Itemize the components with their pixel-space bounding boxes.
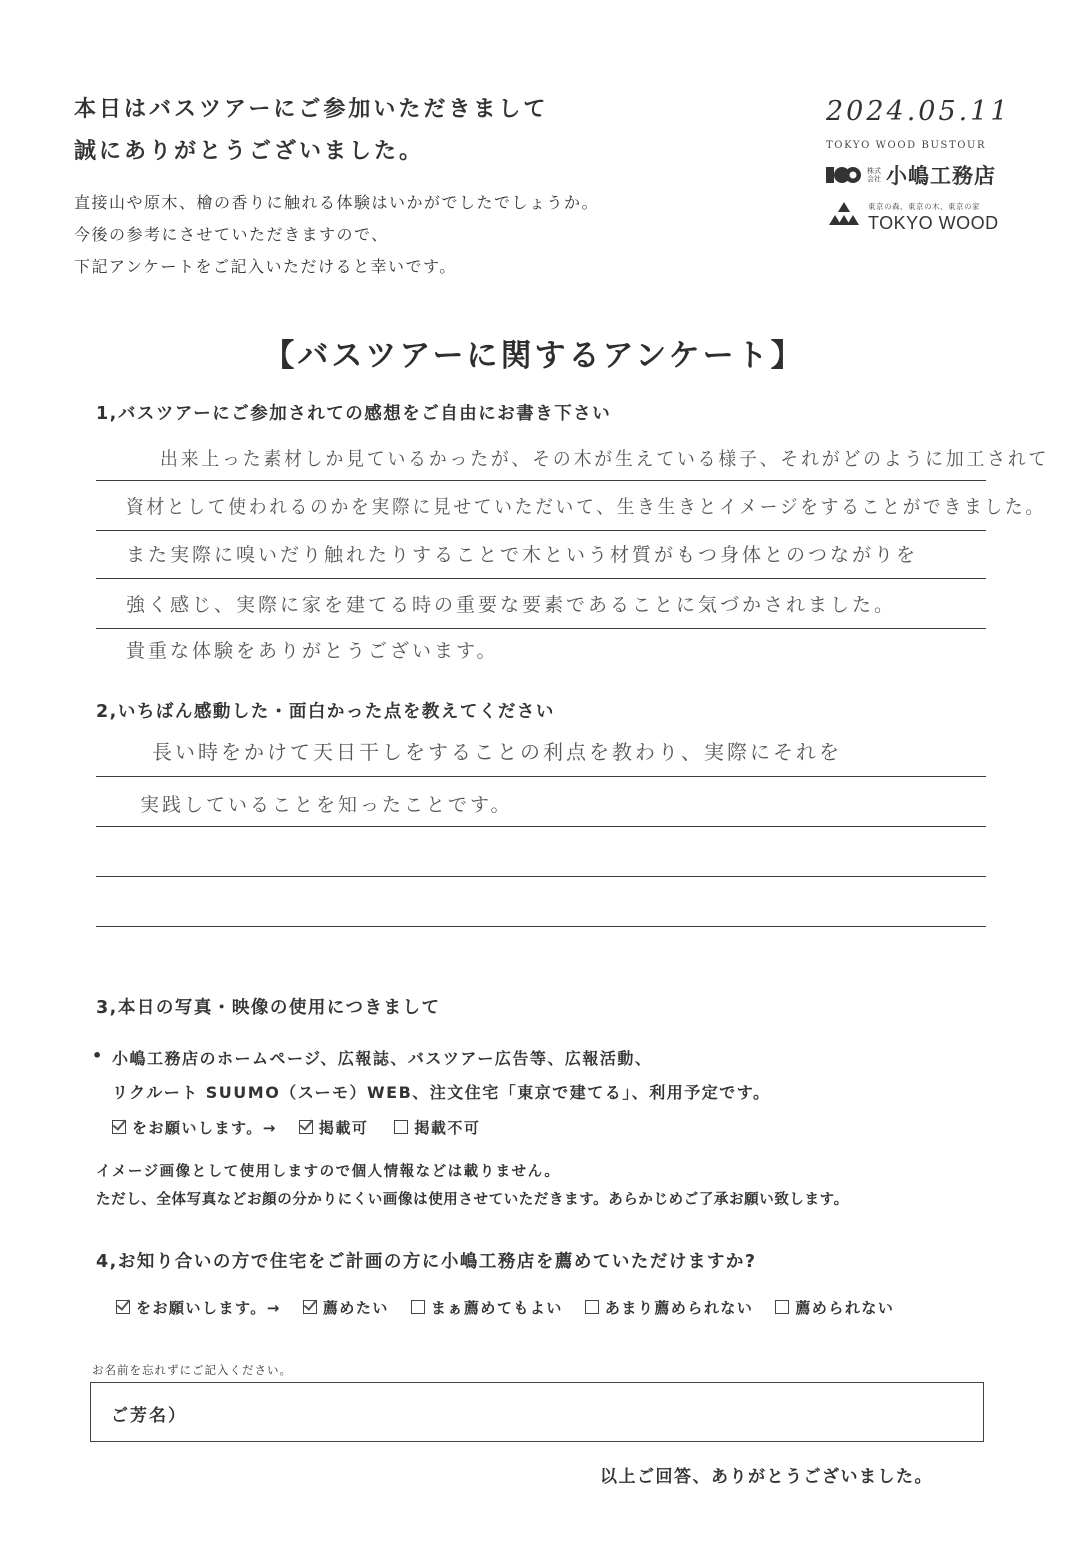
q1-answer-line: 資材として使われるのかを実際に見せていただいて、生き生きとイメージをすることができました。 xyxy=(126,496,1046,518)
company-prefix: 株式会社 xyxy=(867,167,881,183)
q3-option-deny: 掲載不可 xyxy=(414,1119,481,1137)
q1-label: 1,バスツアーにご参加されての感想をご自由にお書き下さい xyxy=(96,404,612,424)
tour-name: TOKYO WOOD BUSTOUR xyxy=(826,140,987,151)
q3-line-1: 小嶋工務店のホームページ、広報誌、バスツアー広告等、広報活動、 xyxy=(112,1049,653,1068)
q4-label: 4,お知り合いの方で住宅をご計画の方に小嶋工務店を薦めていただけますか? xyxy=(96,1252,757,1272)
q1-answer-line: 貴重な体験をありがとうございます。 xyxy=(126,640,499,662)
name-label: ご芳名） xyxy=(111,1406,187,1426)
name-note: お名前を忘れずにご記入ください。 xyxy=(92,1363,292,1377)
q1-rule xyxy=(96,480,986,481)
q4-option-not: 薦められない xyxy=(795,1299,895,1317)
q1-answer-line: また実際に嗅いだり触れたりすることで木という材質がもつ身体とのつながりを xyxy=(126,544,919,566)
intro-line-1: 本日はバスツアーにご参加いただきまして xyxy=(74,97,549,122)
intro-line-5: 下記アンケートをご記入いただけると幸いです。 xyxy=(74,257,457,276)
q3-option-checkbox-deny[interactable] xyxy=(394,1120,408,1134)
survey-title: 【バスツアーに関するアンケート】 xyxy=(263,338,805,374)
q2-answer-line: 実践していることを知ったことです。 xyxy=(140,794,513,816)
q3-line-2: リクルート SUUMO（スーモ）WEB、注文住宅「東京で建てる」、利用予定です。 xyxy=(112,1083,771,1102)
q1-answer-line: 出来上った素材しか見ているかったが、その木が生えている様子、それがどのように加工されて xyxy=(160,448,1050,470)
company-mark-icon xyxy=(826,165,862,185)
brand-name: TOKYO WOOD xyxy=(868,213,999,233)
q1-rule xyxy=(96,530,986,531)
q3-option-allow: 掲載可 xyxy=(318,1119,369,1137)
q2-rule xyxy=(96,776,986,777)
closing-text: 以上ご回答、ありがとうございました。 xyxy=(600,1467,933,1487)
q4-option-checkbox-not[interactable] xyxy=(775,1300,789,1314)
brand-tagline: 東京の森、東京の木、東京の家 xyxy=(868,202,980,211)
q3-option-checkbox-allow[interactable] xyxy=(299,1120,313,1134)
q2-label: 2,いちばん感動した・面白かった点を教えてください xyxy=(96,702,555,722)
q3-bullet: • xyxy=(92,1046,104,1065)
q2-rule xyxy=(96,876,986,877)
q1-answer-line: 強く感じ、実際に家を建てる時の重要な要素であることに気づかされました。 xyxy=(126,594,897,616)
q3-request-checkbox[interactable] xyxy=(112,1120,126,1134)
q3-note-1: イメージ画像として使用しますので個人情報などは載りません。 xyxy=(96,1164,561,1180)
q3-request-label: をお願いします。→ xyxy=(132,1119,277,1137)
intro-line-4: 今後の参考にさせていただきますので、 xyxy=(74,225,389,244)
q4-option-checkbox-recommend[interactable] xyxy=(303,1300,317,1314)
intro-line-2: 誠にありがとうございました。 xyxy=(74,139,425,164)
q4-options-row xyxy=(116,1297,894,1318)
q1-rule xyxy=(96,628,986,629)
q3-consent-row xyxy=(112,1117,480,1138)
q4-option-checkbox-somewhat[interactable] xyxy=(411,1300,425,1314)
tree-triangles-icon xyxy=(828,200,860,234)
event-date: 2024.05.11 xyxy=(826,96,1011,127)
q4-request-label: をお願いします。→ xyxy=(136,1299,281,1317)
q4-option-checkbox-rarely[interactable] xyxy=(585,1300,599,1314)
q4-option-rarely: あまり薦められない xyxy=(604,1299,754,1317)
intro-line-3: 直接山や原木、檜の香りに触れる体験はいかがでしたでしょうか。 xyxy=(74,193,600,212)
name-field[interactable] xyxy=(90,1382,984,1442)
q2-answer-line: 長い時をかけて天日干しをすることの利点を教わり、実際にそれを xyxy=(152,740,842,764)
q4-option-recommend: 薦めたい xyxy=(322,1299,389,1317)
q4-option-somewhat: まぁ薦めてもよい xyxy=(430,1299,563,1317)
q2-rule xyxy=(96,926,986,927)
q3-note-2: ただし、全体写真などお顔の分かりにくい画像は使用させていただきます。あらかじめご了承お願い致します。 xyxy=(96,1192,849,1208)
q3-label: 3,本日の写真・映像の使用につきまして xyxy=(96,998,441,1018)
company-name: 小嶋工務店 xyxy=(886,164,996,188)
q4-request-checkbox[interactable] xyxy=(116,1300,130,1314)
company-logo xyxy=(826,162,996,188)
q1-rule xyxy=(96,578,986,579)
q2-rule xyxy=(96,826,986,827)
